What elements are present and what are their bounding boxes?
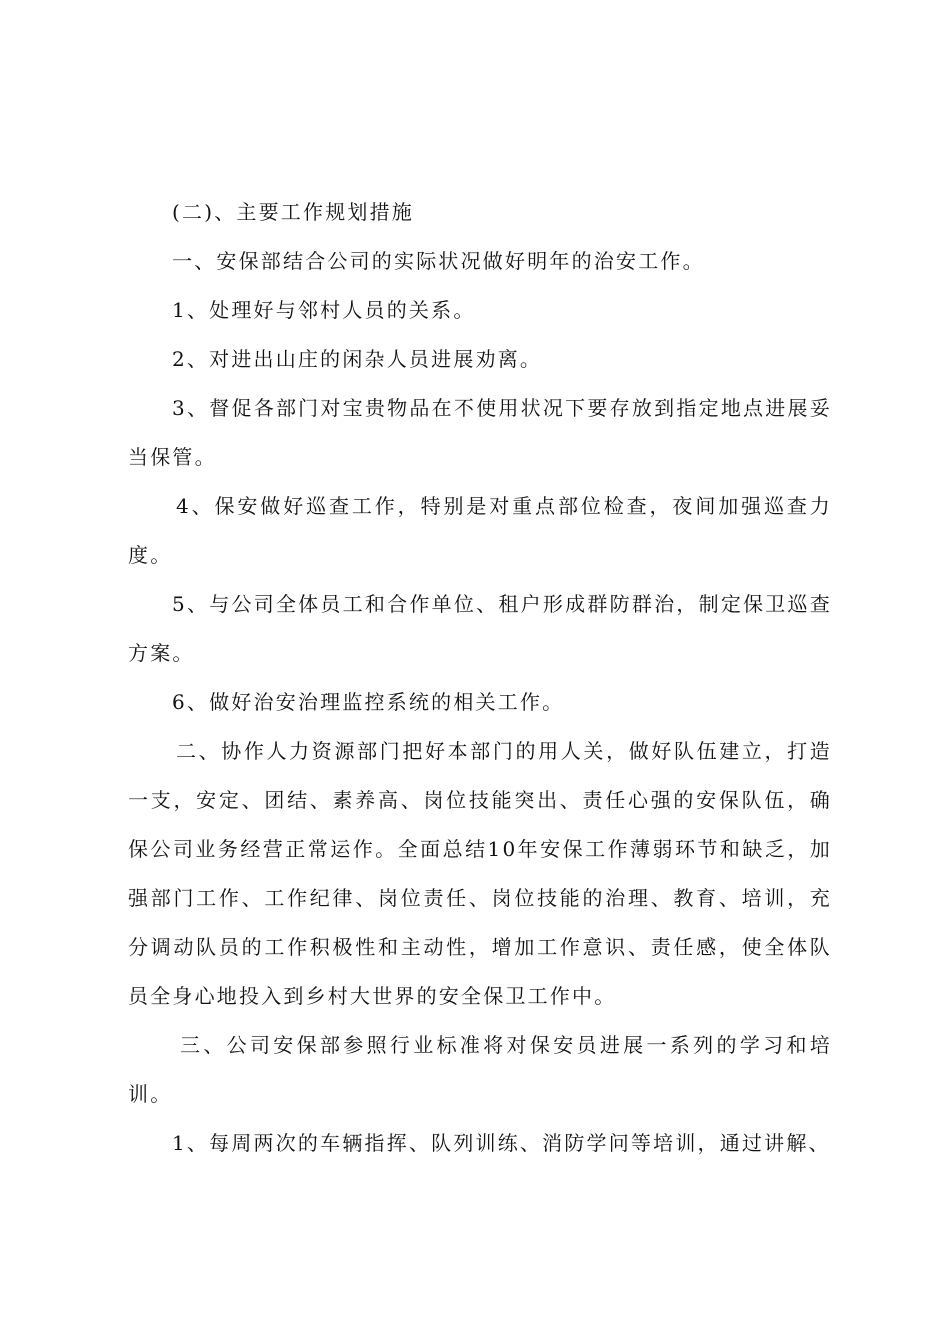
paragraph: 三、公司安保部参照行业标准将对保安员进展一系列的学习和培训。 [128,1033,832,1106]
document-body [128,188,832,1168]
paragraph: 一、安保部结合公司的实际状况做好明年的治安工作。 [172,249,705,273]
paragraph: 6、做好治安治理监控系统的相关工作。 [172,690,565,714]
paragraph: 2、对进出山庄的闲杂人员进展劝离。 [172,347,543,371]
paragraph: 1、每周两次的车辆指挥、队列训练、消防学问等培训，通过讲解、 [172,1131,831,1155]
paragraph: 5、与公司全体员工和合作单位、租户形成群防群治，制定保卫巡查方案。 [128,592,832,665]
paragraph: 3、督促各部门对宝贵物品在不使用状况下要存放到指定地点进展妥当保管。 [128,396,832,469]
paragraph: 二、协作人力资源部门把好本部门的用人关，做好队伍建立，打造一支，安定、团结、素养高、岗位技能突出、责任心强的安保队伍，确保公司业务经营正常运作。全面总结10年安保工作薄弱环节和缺乏，加强部门工作、工作纪律、岗位责任、岗位技能的治理、教育、培训，充分调动队员的工作积极性和主动性，增加工作意识、责任感，使全体队员全身心地投入到乡村大世界的安全保卫工作中。 [128,739,832,1008]
paragraph: 1、处理好与邻村人员的关系。 [172,298,476,322]
section-heading: (二)、主要工作规划措施 [172,200,415,224]
paragraph: 4、保安做好巡查工作，特别是对重点部位检查，夜间加强巡查力度。 [128,494,832,567]
